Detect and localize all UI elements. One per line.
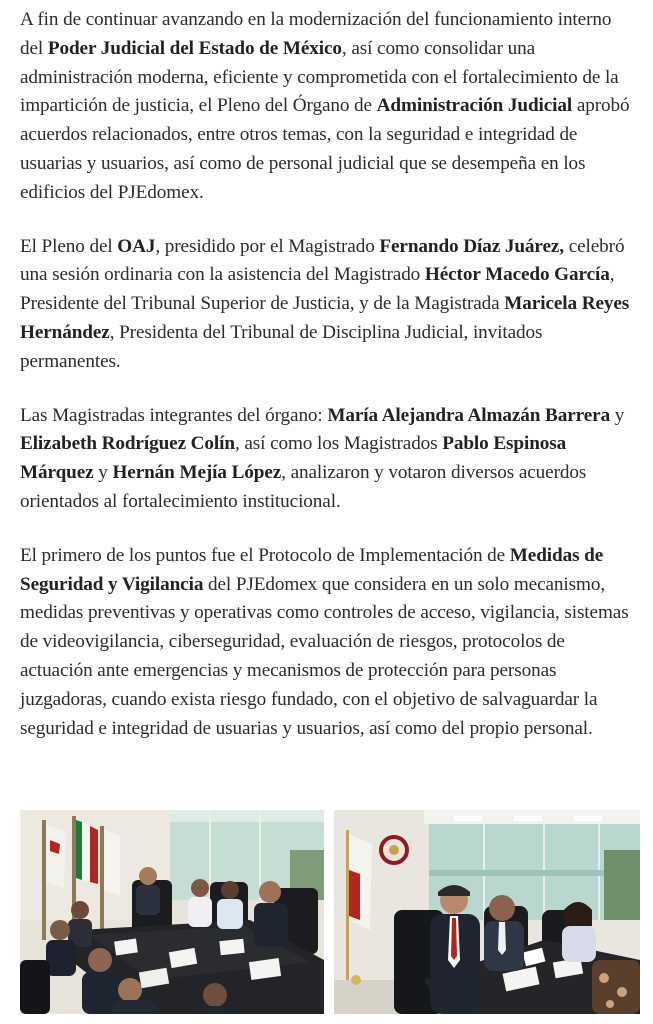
- bold-text: Elizabeth Rodríguez Colín: [20, 433, 235, 455]
- text-run: , presidido por el Magistrado: [155, 235, 380, 257]
- text-run: A fin de continuar avanzando en la modernización del funcionamiento interno del: [20, 9, 612, 59]
- bold-text: OAJ: [117, 235, 156, 257]
- text-run: , analizaron y votaron diversos acuerdos orientados al fortalecimiento institucional.: [20, 462, 587, 512]
- paragraph-4: [20, 542, 638, 744]
- text-run: aprobó acuerdos relacionados, entre otros temas, con la seguridad e integridad de usuarias y usuarios, así como de personal judicial que se desempeña en los edificios del PJEdomex.: [20, 95, 630, 203]
- text-run: y: [610, 404, 625, 426]
- meeting-photo-2-image: [334, 810, 640, 1014]
- bold-text: Administración Judicial: [376, 95, 573, 117]
- text-run: El Pleno del: [20, 235, 118, 257]
- text-run: , Presidente del Tribunal Superior de Justicia, y de la Magistrada: [20, 264, 615, 315]
- text-run: y: [93, 462, 113, 484]
- text-run: celebró una sesión ordinaria con la asistencia del Magistrado: [20, 235, 625, 286]
- photo-gallery: [20, 810, 640, 1014]
- bold-text: Maricela Reyes Hernández: [20, 293, 630, 343]
- bold-text: Pablo Espinosa Márquez: [20, 433, 567, 484]
- meeting-photo-1-image: [20, 810, 324, 1014]
- text-run: El primero de los puntos fue el Protocolo de Implementación de: [20, 544, 510, 566]
- meeting-photo-2[interactable]: [334, 810, 640, 1014]
- meeting-photo-1[interactable]: [20, 810, 324, 1014]
- bold-text: Hernán Mejía López: [112, 462, 282, 484]
- bold-text: Héctor Macedo García: [424, 264, 610, 286]
- text-run: , así como consolidar una administración moderna, eficiente y comprometida con el fortalecimiento de la impartición de justicia, el Pleno del Órgano de: [20, 37, 619, 117]
- text-run: Las Magistradas integrantes del órgano:: [20, 404, 328, 426]
- text-run: del PJEdomex que considera en un solo mecanismo, medidas preventivas y operativas como controles de acceso, vigilancia, sistemas de videovigilancia, ciberseguridad, evaluación de riesgos, protocolos de actuación ante emergencias y mecanismos de protección para personas juzgadoras, cuando exista riesgo fundado, con el objetivo de salvaguardar la seguridad e integridad de usuarias y usuarios, así como del propio personal.: [20, 573, 629, 739]
- paragraph-3: [20, 402, 638, 517]
- text-run: , Presidenta del Tribunal de Disciplina Judicial, invitados permanentes.: [20, 321, 543, 372]
- article-body: [20, 6, 638, 768]
- bold-text: María Alejandra Almazán Barrera: [327, 404, 611, 426]
- paragraph-2: [20, 233, 638, 377]
- text-run: , así como los Magistrados: [234, 433, 443, 455]
- bold-text: Fernando Díaz Juárez,: [379, 235, 564, 257]
- bold-text: Poder Judicial del Estado de México: [47, 37, 342, 59]
- bold-text: Medidas de Seguridad y Vigilancia: [20, 544, 604, 595]
- paragraph-1: [20, 6, 638, 208]
